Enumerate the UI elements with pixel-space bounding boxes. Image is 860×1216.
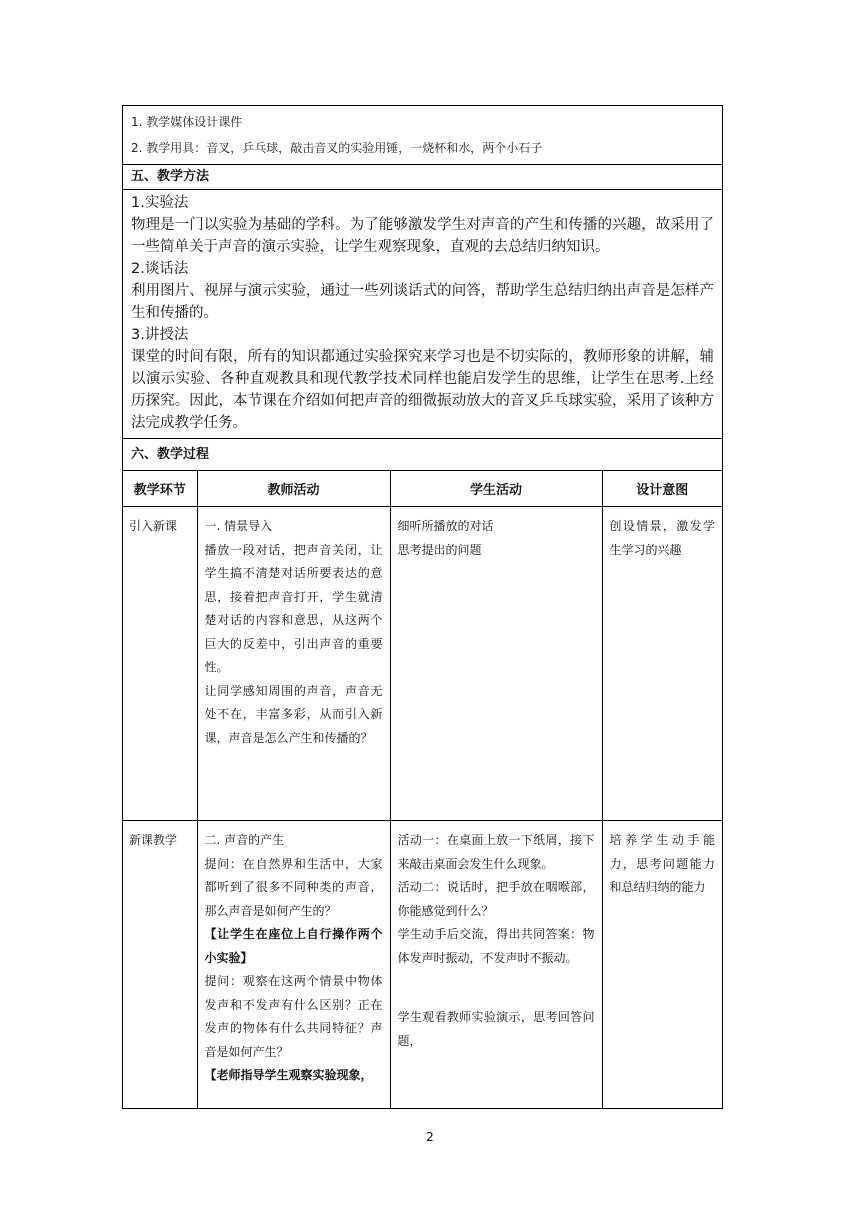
stage-cell: 新课教学: [123, 821, 197, 1108]
teacher-line: 提问：在自然界和生活中，大家都听到了很多不同种类的声音，那么声音是如何产生的？: [204, 856, 383, 918]
teaching-methods: [123, 190, 722, 439]
teacher-line: 播放一段对话，把声音关闭，让学生搞不清楚对话所要表达的意思，接着把声音打开，学生就清楚对话的内容和意思，从这两个巨大的反差中，引出声音的重要性。: [204, 542, 383, 674]
teacher-cell: [197, 821, 390, 1108]
table-header-row: [123, 471, 722, 507]
method2-title: 2.谈话法: [131, 261, 189, 277]
teacher-line: 让同学感知周围的声音，声音无处不在，丰富多彩，从而引入新课，声音是怎么产生和传播的？: [204, 683, 383, 745]
intent-text: 培养学生动手能力，思考问题能力和总结归纳的能力: [609, 833, 715, 894]
media-section: [123, 106, 722, 165]
media-item-2: 2. 教学用具：音叉，乒乓球，敲击音叉的实验用锤，一烧杯和水，两个小石子: [131, 141, 543, 155]
header-stage: 教学环节: [133, 483, 186, 498]
method1-title: 1.实验法: [131, 195, 189, 211]
intent-text: 创设情景，激发学生学习的兴趣: [609, 519, 715, 557]
method1-text: 物理是一门以实验为基础的学科。为了能够激发学生对声音的产生和传播的兴趣，故采用了一些简单关于声音的演示实验，让学生观察现象，直观的去总结归纳知识。: [131, 217, 714, 255]
header-student: 学生活动: [390, 471, 602, 507]
teacher-line: 【让学生在座位上自行操作两个小实验】: [204, 927, 383, 965]
student-line: 活动二：说话时，把手放在咽喉部，你能感觉到什么？: [397, 880, 595, 918]
section6-title: 六、教学过程: [123, 439, 722, 471]
stage-cell: 引入新课: [123, 507, 197, 821]
table-row: [123, 507, 722, 821]
lesson-plan-table: [122, 105, 723, 1109]
student-line: 学生观看教师实验演示，思考回答问题，: [397, 1010, 595, 1048]
teacher-line: 二. 声音的产生: [204, 833, 285, 847]
student-cell: [390, 821, 602, 1108]
intent-cell: [602, 821, 722, 1108]
table-row: [123, 821, 722, 1108]
header-intent: 设计意图: [602, 471, 722, 507]
header-teacher: 教师活动: [197, 471, 390, 507]
student-line: 细听所播放的对话: [397, 519, 494, 533]
teacher-line: 提问：观察在这两个情景中物体发声和不发声有什么区别？正在发声的物体有什么共同特征？声音是如何产生？: [204, 974, 383, 1059]
student-line: 学生动手后交流，得出共同答案：物体发声时振动，不发声时不振动。: [397, 927, 595, 965]
method2-text: 利用图片、视屏与演示实验，通过一些列谈话式的问答，帮助学生总结归纳出声音是怎样产生和传播的。: [131, 283, 714, 321]
media-item-1: 1. 教学媒体设计课件: [131, 115, 243, 129]
student-cell: [390, 507, 602, 821]
student-line: 思考提出的问题: [397, 542, 482, 557]
teacher-line: 【老师指导学生观察实验现象，: [204, 1068, 373, 1082]
teacher-cell: [197, 507, 390, 821]
method3-title: 3.讲授法: [131, 327, 189, 343]
intent-cell: [602, 507, 722, 821]
teacher-line: 一. 情景导入: [204, 519, 273, 533]
student-line: 活动一：在桌面上放一下纸屑，接下来敲击桌面会发生什么现象。: [397, 833, 595, 871]
section5-title: 五、教学方法: [123, 165, 722, 190]
process-table: [123, 471, 722, 1108]
page-number: 2: [426, 1130, 434, 1144]
method3-text: 课堂的时间有限，所有的知识都通过实验探究来学习也是不切实际的，教师形象的讲解，辅以演示实验、各种直观教具和现代教学技术同样也能启发学生的思维，让学生在思考.上经历探究。因此，本节课在介绍如何把声音的细微振动放大的音叉乒乓球实验，采用了该种方法完成教学任务。: [131, 349, 714, 431]
